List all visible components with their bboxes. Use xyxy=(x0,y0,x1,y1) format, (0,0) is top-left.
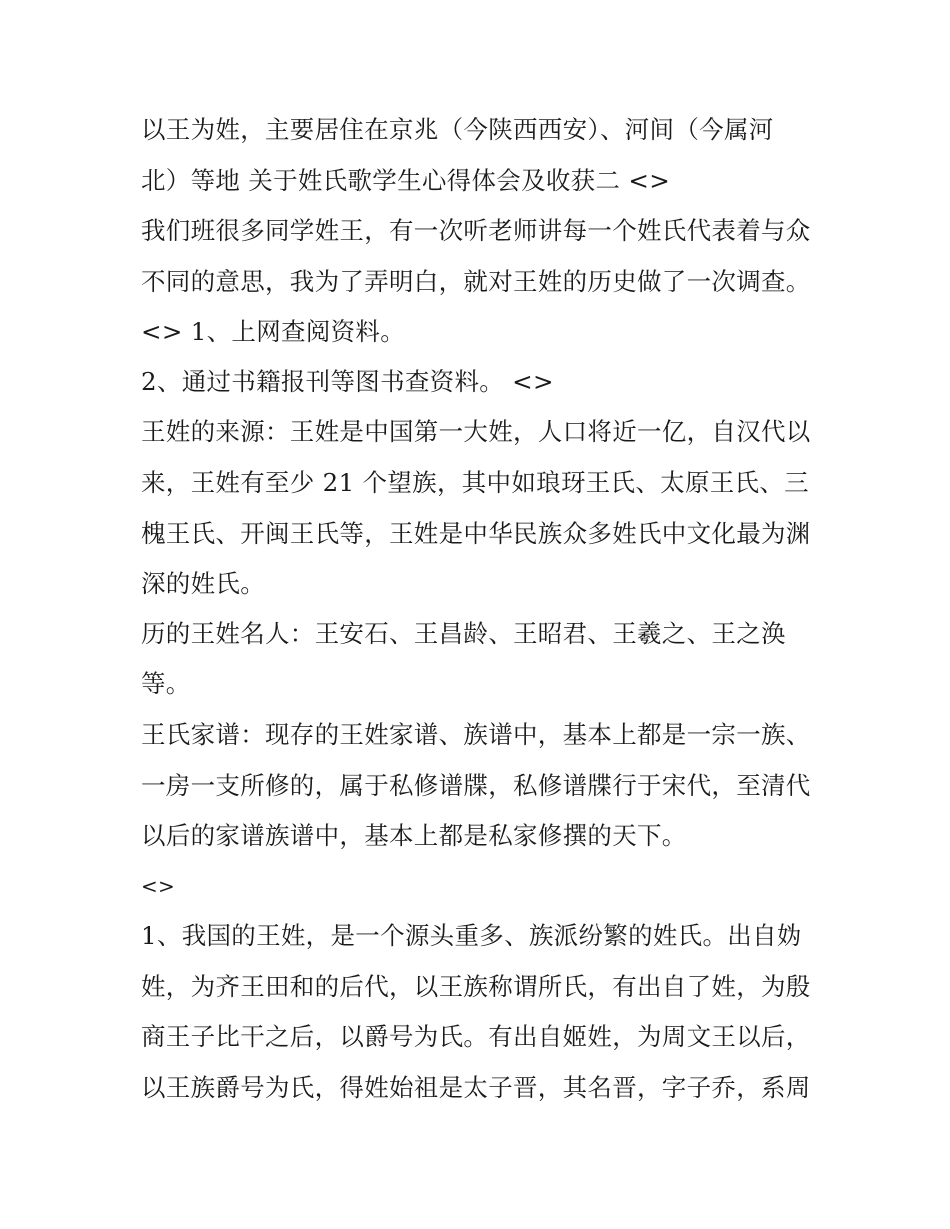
text-line: 历的王姓名人：王安石、王昌龄、王昭君、王羲之、王之涣 xyxy=(141,619,786,648)
text-line: 我们班很多同学姓王，有一次听老师讲每一个姓氏代表着与众 xyxy=(141,216,811,245)
text-line: <> xyxy=(141,874,176,898)
text-line: 姓，为齐王田和的后代，以王族称谓所氏，有出自了姓，为殷 xyxy=(141,972,811,1001)
text-line: 深的姓氏。 xyxy=(141,569,265,598)
text-line: 1、我国的王姓，是一个源头重多、族派纷繁的姓氏。出自妫 xyxy=(141,921,802,950)
text-line: <> 1、上网查阅资料。 xyxy=(141,317,406,346)
text-line: 一房一支所修的，属于私修谱牒，私修谱牒行于宋代，至清代 xyxy=(141,771,811,800)
text-line: 以后的家谱族谱中，基本上都是私家修撰的天下。 xyxy=(141,821,687,850)
text-line: 来，王姓有至少 21 个望族，其中如琅玡王氏、太原王氏、三 xyxy=(141,468,809,497)
text-line: 商王子比干之后，以爵号为氏。有出自姬姓，为周文王以后， xyxy=(141,1022,811,1051)
text-line: 2、通过书籍报刊等图书查资料。 <> xyxy=(141,367,554,396)
text-line: 王氏家谱：现存的王姓家谱、族谱中，基本上都是一宗一族、 xyxy=(141,720,811,749)
text-line: 以王为姓，主要居住在京兆（今陕西西安）、河间（今属河 xyxy=(141,115,774,144)
text-line: 王姓的来源：王姓是中国第一大姓，人口将近一亿，自汉代以 xyxy=(141,417,811,446)
text-line: 槐王氏、开闽王氏等，王姓是中华民族众多姓氏中文化最为渊 xyxy=(141,519,811,548)
text-line: 等。 xyxy=(141,669,191,698)
text-line: 以王族爵号为氏，得姓始祖是太子晋，其名晋，字子乔，系周 xyxy=(141,1073,811,1102)
text-line: 不同的意思，我为了弄明白，就对王姓的历史做了一次调查。 xyxy=(141,267,811,296)
text-line: 北）等地 关于姓氏歌学生心得体会及收获二 <> xyxy=(141,166,671,195)
